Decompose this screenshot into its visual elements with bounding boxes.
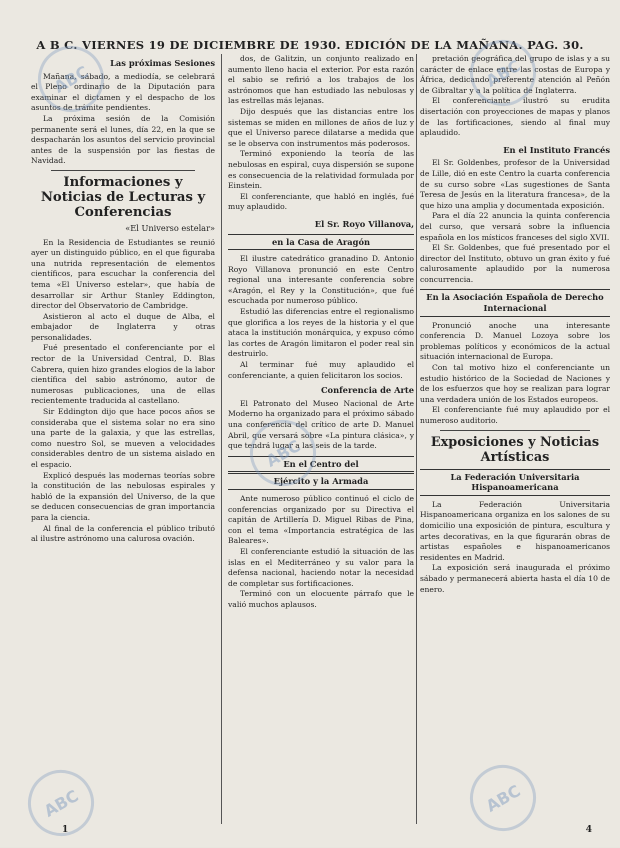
paragraph: El ilustre catedrático granadino D. Antonio Royo Villanova pronunció en este Centro regional una interesante conferencia sobre «Aragón, el Rey y la Constitución», que fué escuchada por numeroso público.: [228, 254, 414, 306]
section-heading-box: En la Asociación Española de Derecho Internacional: [420, 289, 610, 316]
paragraph: La exposición será inaugurada el próximo sábado y permanecerá abierta hasta el día 10 de enero.: [420, 563, 610, 594]
column-3: [420, 54, 610, 832]
section-title: Exposiciones y Noticias Artísticas: [430, 434, 600, 465]
paragraph: Estudió las diferencias entre el regionalismo que glorifica a los reyes de la historia y el que ataca la institución monárquica, y expuso cómo las cortes de Aragón limitaron el poder real sin destruirlo.: [228, 307, 414, 359]
paragraph: pretación geográfica del grupo de islas y a su carácter de enlace entre las costas de Europa y África, dedicando preferente atención al Peñón de Gibraltar y a la política de Inglaterra.: [420, 54, 610, 95]
article-subtitle: «El Universo estelar»: [125, 222, 215, 233]
section-heading-box: Ejército y la Armada: [228, 473, 414, 490]
footer-mark-right: 4: [585, 825, 592, 835]
paragraph: Fué presentado el conferenciante por el rector de la Universidad Central, D. Blas Cabrera, quien hizo grandes elogios de la labor científica del sabio astrónomo, autor de numerosas publicaciones, una de ellas recientemente traducida al castellano.: [31, 343, 215, 406]
paragraph: dos, de Galitzin, un conjunto realizado en aumento lleno hacia el exterior. Por esta razón el sabio se refirió a los trabajos de los astrónomos que han estudiado las nebulosas y las estrellas más lejanas.: [228, 54, 414, 106]
paragraph: Al terminar fué muy aplaudido el conferenciante, a quien felicitaron los socios.: [228, 360, 414, 380]
paragraph: Sir Eddington dijo que hace pocos años se consideraba que el sistema solar no era sino una parte de la galaxia, y que las estrellas, como nuestro Sol, se mueven a velocidades considerables dentro de un sistema aislado en el espacio.: [31, 407, 215, 469]
paragraph: Terminó exponiendo la teoría de las nebulosas en espiral, cuya dispersión se supone es consecuencia de la relatividad formulada por Einstein.: [228, 149, 414, 191]
column-1: [31, 54, 215, 832]
abc-watermark-icon: ABC: [238, 408, 328, 498]
column-rule: [416, 54, 417, 824]
abc-watermark-icon: ABC: [458, 28, 548, 118]
paragraph: En la Residencia de Estudiantes se reunió ayer un distinguido público, en el que figuraba una nutrida representación de elementos científicos, para escuchar la conferencia del tema «El Universo estelar», que había de desarrollar sir Arthur Stanley Eddington, director del Observatorio de Cambridge.: [31, 237, 215, 311]
section-heading: El Sr. Royo Villanova,: [314, 218, 414, 229]
divider: [440, 430, 590, 431]
paragraph: Al final de la conferencia el público tributó al ilustre astrónomo una calurosa ovación.: [31, 523, 215, 544]
paragraph: La próxima sesión de la Comisión permanente será el lunes, día 22, en la que se despacharán los asuntos del servicio provincial antes de la suspensión por las fiestas de Navidad.: [31, 113, 215, 166]
paragraph: Terminó con un elocuente párrafo que le valió muchos aplausos.: [228, 589, 414, 609]
footer-mark-left: 1: [62, 825, 69, 835]
section-heading-box: En el Centro del: [228, 456, 414, 473]
paragraph: El Sr. Goldenbes, que fué presentado por el director del Instituto, obtuvo un gran éxito y fué calurosamente aplaudido por la numerosa concurrencia.: [420, 243, 610, 284]
paragraph: Pronunció anoche una interesante conferencia D. Manuel Lozoya sobre los problemas políticos y económicos de la actual situación internacional de Europa.: [420, 320, 610, 362]
section-heading-box: La Federación Universitaria Hispanoamericana: [420, 469, 610, 496]
section-heading: En el Instituto Francés: [503, 144, 610, 155]
section-title: Informaciones y Noticias de Lecturas y Conferencias: [40, 174, 206, 220]
abc-watermark-icon: ABC: [458, 753, 548, 843]
paragraph: Dijo después que las distancias entre los sistemas se miden en millones de años de luz y que el Universo parece dilatarse a medida que se le observa con instrumentos más poderosos.: [228, 106, 414, 148]
paragraph: El Sr. Goldenbes, profesor de la Universidad de Lille, dió en este Centro la cuarta conferencia de su curso sobre «Las sugestiones de Santa Teresa de Jesús en la literatura francesa», de la que hizo una amplia y documentada exposición.: [420, 158, 610, 210]
column-rule: [221, 54, 222, 824]
paragraph: La Federación Universitaria Hispanoamericana organiza en los salones de su domicilio una exposición de pintura, escultura y artes decorativas, en la que figurarán obras de artistas españoles e hispanoamericanos residentes en Madrid.: [420, 499, 610, 562]
paragraph: El Patronato del Museo Nacional de Arte Moderno ha organizado para el próximo sábado una conferencia del crítico de arte D. Manuel Abril, que versará sobre «La pintura clásica», y que tendrá lugar a las seis de la tarde.: [228, 398, 414, 451]
abc-watermark-icon: ABC: [16, 758, 106, 848]
section-heading: Conferencia de Arte: [320, 385, 414, 396]
paragraph: Ante numeroso público continuó el ciclo de conferencias organizado por su Directiva el capitán de Artillería D. Miguel Ribas de Pina, con el tema «Importancia estratégica de las Baleares».: [228, 493, 414, 546]
page-header: A B C. VIERNES 19 DE DICIEMBRE DE 1930. EDICIÓN DE LA MAÑANA. PAG. 30.: [36, 38, 584, 52]
paragraph: Con tal motivo hizo el conferenciante un estudio histórico de la Sociedad de Naciones y de los esfuerzos que hoy se realizan para lograr una verdadera unión de los Estados europeos.: [420, 363, 610, 404]
paragraph: El conferenciante, que habló en inglés, fué muy aplaudido.: [228, 191, 414, 212]
abc-watermark-icon: ABC: [26, 34, 116, 124]
paragraph: Explicó después las modernas teorías sobre la constitución de las nebulosas espirales y habló de la expansión del Universo, de la que se deducen consecuencias de gran importancia para la ciencia.: [31, 470, 215, 522]
paragraph: El conferenciante ilustró su erudita disertación con proyecciones de mapas y planos de las fortificaciones, siendo al final muy aplaudido.: [420, 96, 610, 138]
divider: [51, 170, 195, 171]
section-heading-box: en la Casa de Aragón: [228, 234, 414, 251]
paragraph: Mañana, sábado, a mediodía, se celebrará el Pleno ordinario de la Diputación para examinar el dictamen y el despacho de los asuntos de trámite pendientes.: [31, 71, 215, 113]
paragraph: El conferenciante estudió la situación de las islas en el Mediterráneo y su valor para la defensa nacional, haciendo notar la necesidad de completar sus fortificaciones.: [228, 546, 414, 588]
paragraph: El conferenciante fué muy aplaudido por el numeroso auditorio.: [420, 405, 610, 425]
paragraph: Para el día 22 anuncia la quinta conferencia del curso, que versará sobre la influencia española en los místicos franceses del siglo XVII.: [420, 211, 610, 242]
section-heading: Las próximas Sesiones: [110, 58, 215, 68]
paragraph: Asistieron al acto el duque de Alba, el embajador de Inglaterra y otras personalidades.: [31, 311, 215, 342]
